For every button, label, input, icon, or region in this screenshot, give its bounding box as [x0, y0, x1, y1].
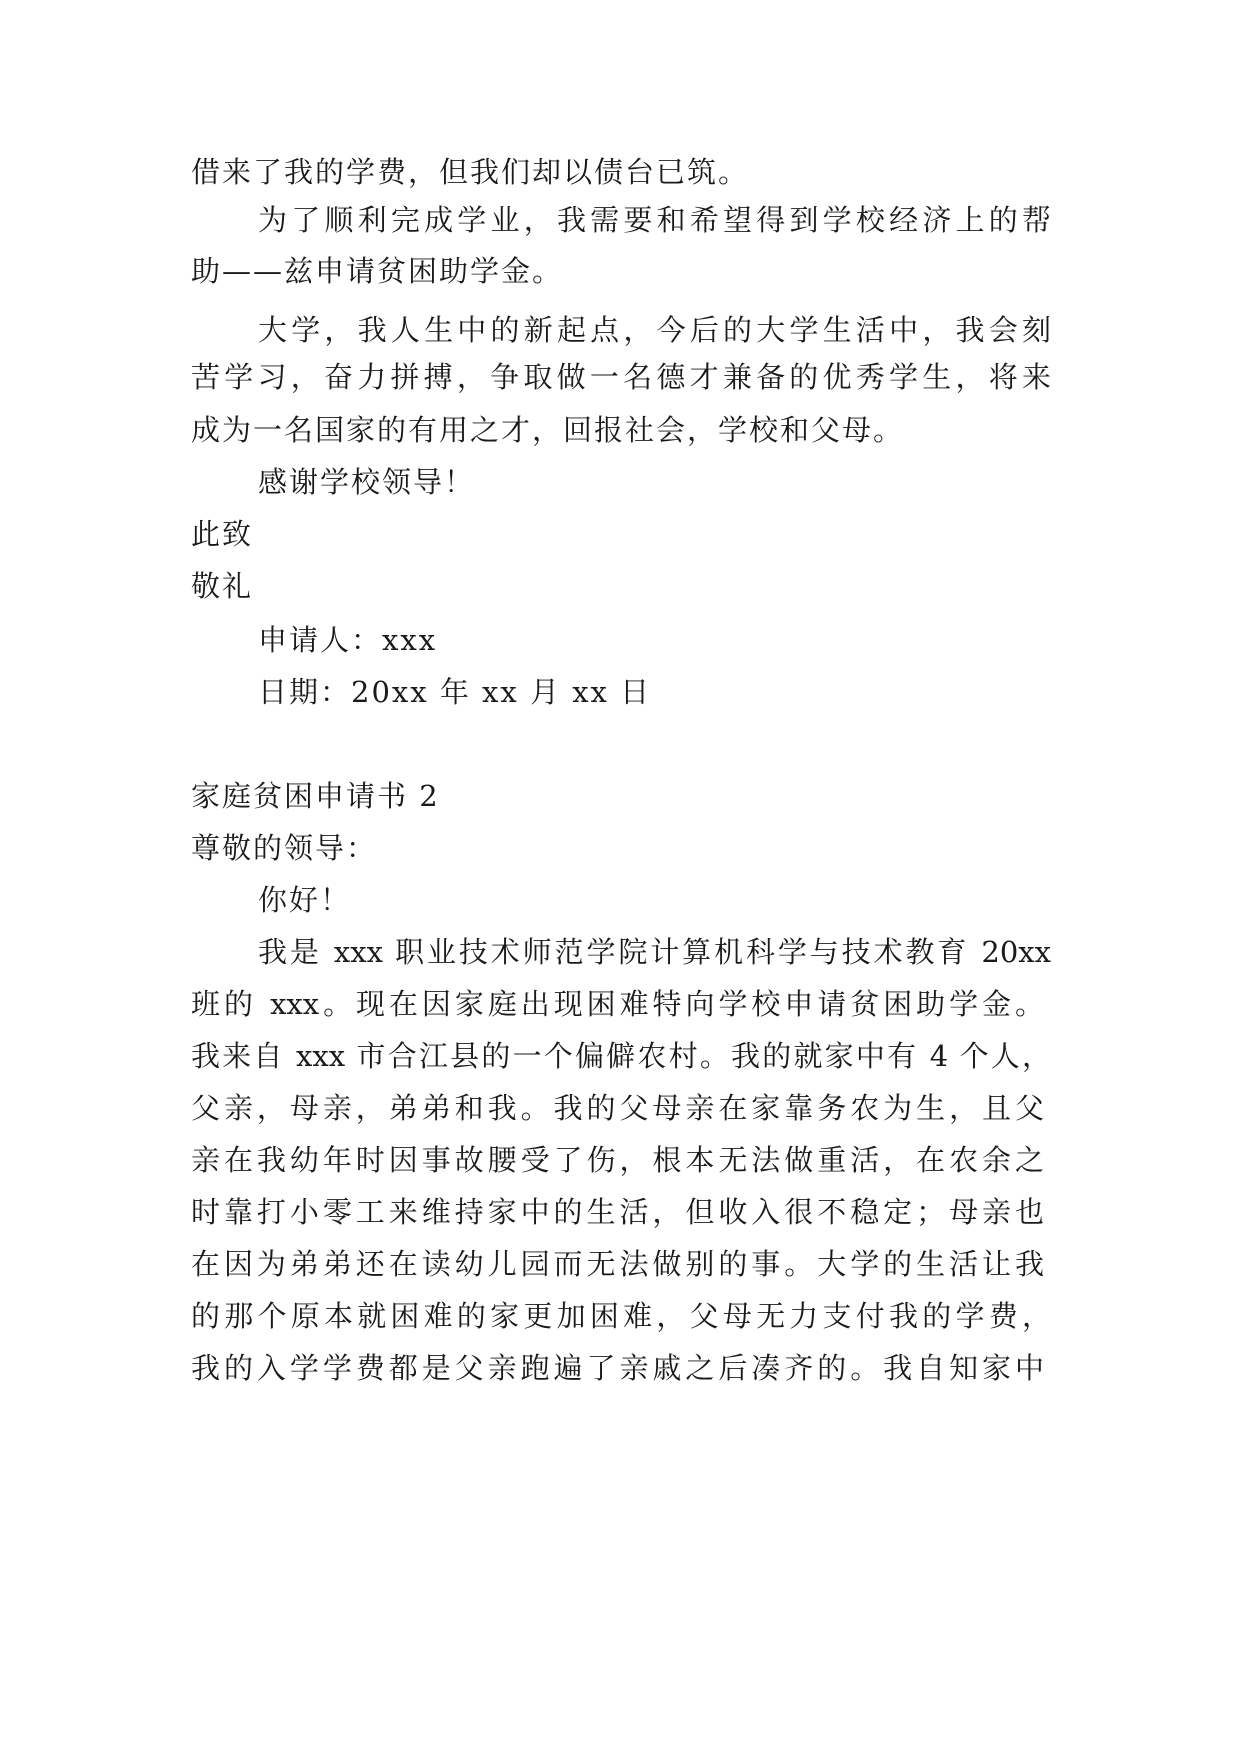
- paragraph-line: 我是 xxx 职业技术师范学院计算机科学与技术教育 20xx: [258, 935, 1051, 969]
- date-line: 日期：20xx 年 xx 月 xx 日: [258, 675, 652, 709]
- paragraph-line: 借来了我的学费，但我们却以债台已筑。: [191, 155, 750, 189]
- paragraph-line: 在因为弟弟还在读幼儿园而无法做别的事。大学的生活让我: [191, 1247, 1044, 1281]
- applicant-line: 申请人：xxx: [258, 623, 438, 657]
- paragraph-line: 我来自 xxx 市合江县的一个偏僻农村。我的就家中有 4 个人，: [191, 1039, 1051, 1073]
- paragraph-line: 助——兹申请贫困助学金。: [191, 254, 564, 288]
- closing-line: 敬礼: [191, 569, 254, 603]
- salutation: 尊敬的领导：: [191, 831, 378, 865]
- paragraph-line: 的那个原本就困难的家更加困难，父母无力支付我的学费，: [191, 1299, 1051, 1333]
- paragraph-line: 时靠打小零工来维持家中的生活，但收入很不稳定；母亲也: [191, 1195, 1044, 1229]
- greeting: 你好！: [258, 883, 352, 917]
- paragraph-line: 我的入学学费都是父亲跑遍了亲戚之后凑齐的。我自知家中: [191, 1351, 1044, 1385]
- paragraph-line: 班的 xxx。现在因家庭出现困难特向学校申请贫困助学金。: [191, 987, 1044, 1021]
- section-title: 家庭贫困申请书 2: [191, 779, 440, 813]
- closing-line: 此致: [191, 517, 254, 551]
- paragraph-line: 感谢学校领导！: [258, 465, 476, 499]
- paragraph-line: 成为一名国家的有用之才，回报社会，学校和父母。: [191, 413, 905, 447]
- paragraph-line: 为了顺利完成学业，我需要和希望得到学校经济上的帮: [258, 203, 1051, 237]
- paragraph-line: 父亲，母亲，弟弟和我。我的父母亲在家靠务农为生，且父: [191, 1091, 1044, 1125]
- paragraph-line: 大学，我人生中的新起点，今后的大学生活中，我会刻: [258, 313, 1051, 347]
- paragraph-line: 苦学习，奋力拼搏，争取做一名德才兼备的优秀学生，将来: [191, 360, 1051, 394]
- paragraph-line: 亲在我幼年时因事故腰受了伤，根本无法做重活，在农余之: [191, 1143, 1044, 1177]
